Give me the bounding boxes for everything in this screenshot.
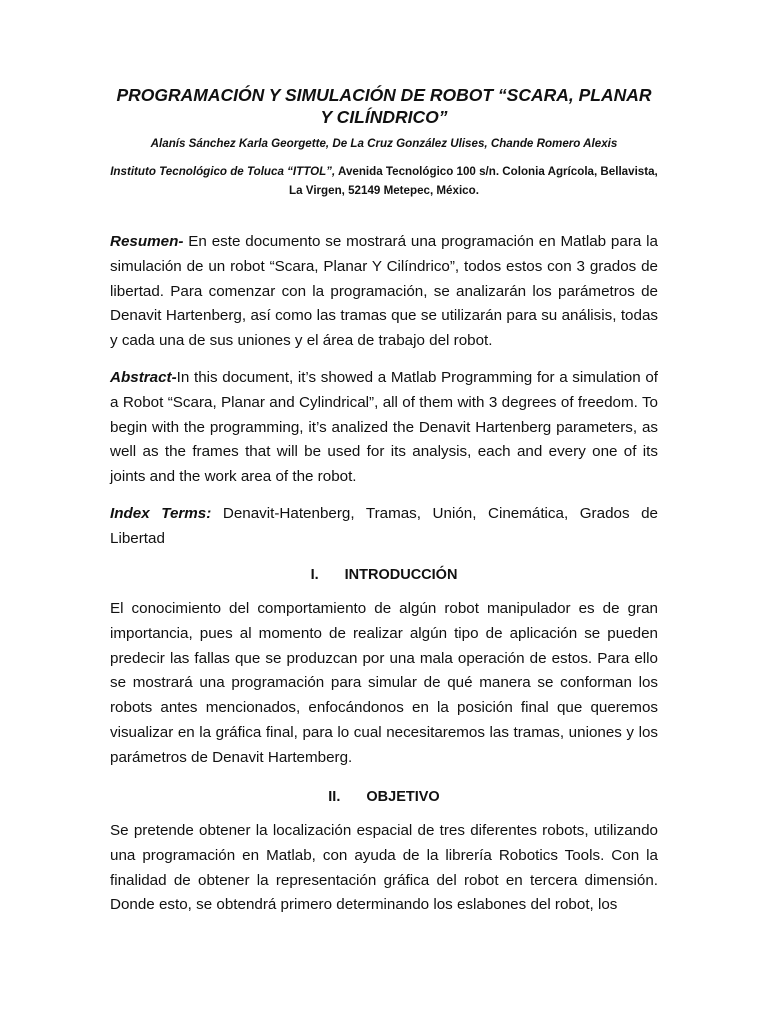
index-terms-text: Denavit-Hatenberg, Tramas, Unión, Cinemática, Grados de Libertad [110,505,659,547]
affiliation-address: Avenida Tecnológico 100 s/n. Colonia Agrícola, Bellavista, La Virgen, 52149 Metepec, México. [289,165,658,197]
resumen-label: Resumen- [110,233,184,250]
section-heading-introduccion [110,565,658,585]
index-terms-paragraph [110,502,658,552]
section-text-introduccion: El conocimiento del comportamiento de algún robot manipulador es de gran importancia, pues al momento de realizar algún tipo de aplicación se pueden predecir las fallas que se produzcan por una mala operación de estos. Para ello se mostrará una programación para simular de qué manera se conforman los robots antes mencionados, enfocándonos en la posición final que queremos visualizar en la gráfica final, para lo cual necesitaremos las tramas, uniones y los parámetros de Denavit Hartemberg. [110,600,658,766]
section-number: I. [310,567,319,583]
index-terms-label: Index Terms: [110,505,212,522]
section-title: INTRODUCCIÓN [344,567,458,583]
abstract-label: Abstract- [110,369,177,386]
section-text-objetivo: Se pretende obtener la localización espacial de tres diferentes robots, utilizando una programación en Matlab, con ayuda de la librería Robotics Tools. Con la finalidad de obtener la representación gráfica del robot en tercera dimensión. Donde esto, se obtendrá primero determinando los eslabones del robot, los [110,822,658,914]
affiliation-institution: Instituto Tecnológico de Toluca “ITTOL”, [110,165,336,178]
paper-affiliation [108,162,660,200]
section-heading-objetivo [110,787,658,807]
resumen-text: En este documento se mostrará una programación en Matlab para la simulación de un robot “Scara, Planar Y Cilíndrico”, todos estos con 3 grados de libertad. Para comenzar con la programación, se analizarán los parámetros de Denavit Hartenberg, así como las tramas que se utilizarán para su análisis, todas y cada una de sus uniones y el área de trabajo del robot. [110,233,658,350]
abstract-text: In this document, it’s showed a Matlab Programming for a simulation of a Robot “Scara, Planar and Cylindrical”, all of them with 3 degrees of freedom. To begin with the programming, it’s analized the Denavit Hartenberg parameters, as well as the frames that will be used for its analysis, each and every one of its joints and the work area of the robot. [110,369,658,486]
resumen-paragraph [110,230,658,354]
paper-title: PROGRAMACIÓN Y SIMULACIÓN DE ROBOT “SCARA, PLANAR Y CILÍNDRICO” [116,85,652,127]
section-number: II. [328,789,341,805]
paper-authors: Alanís Sánchez Karla Georgette, De La Cruz González Ulises, Chande Romero Alexis [150,137,618,150]
section-title: OBJETIVO [366,789,440,805]
abstract-paragraph [110,366,658,490]
